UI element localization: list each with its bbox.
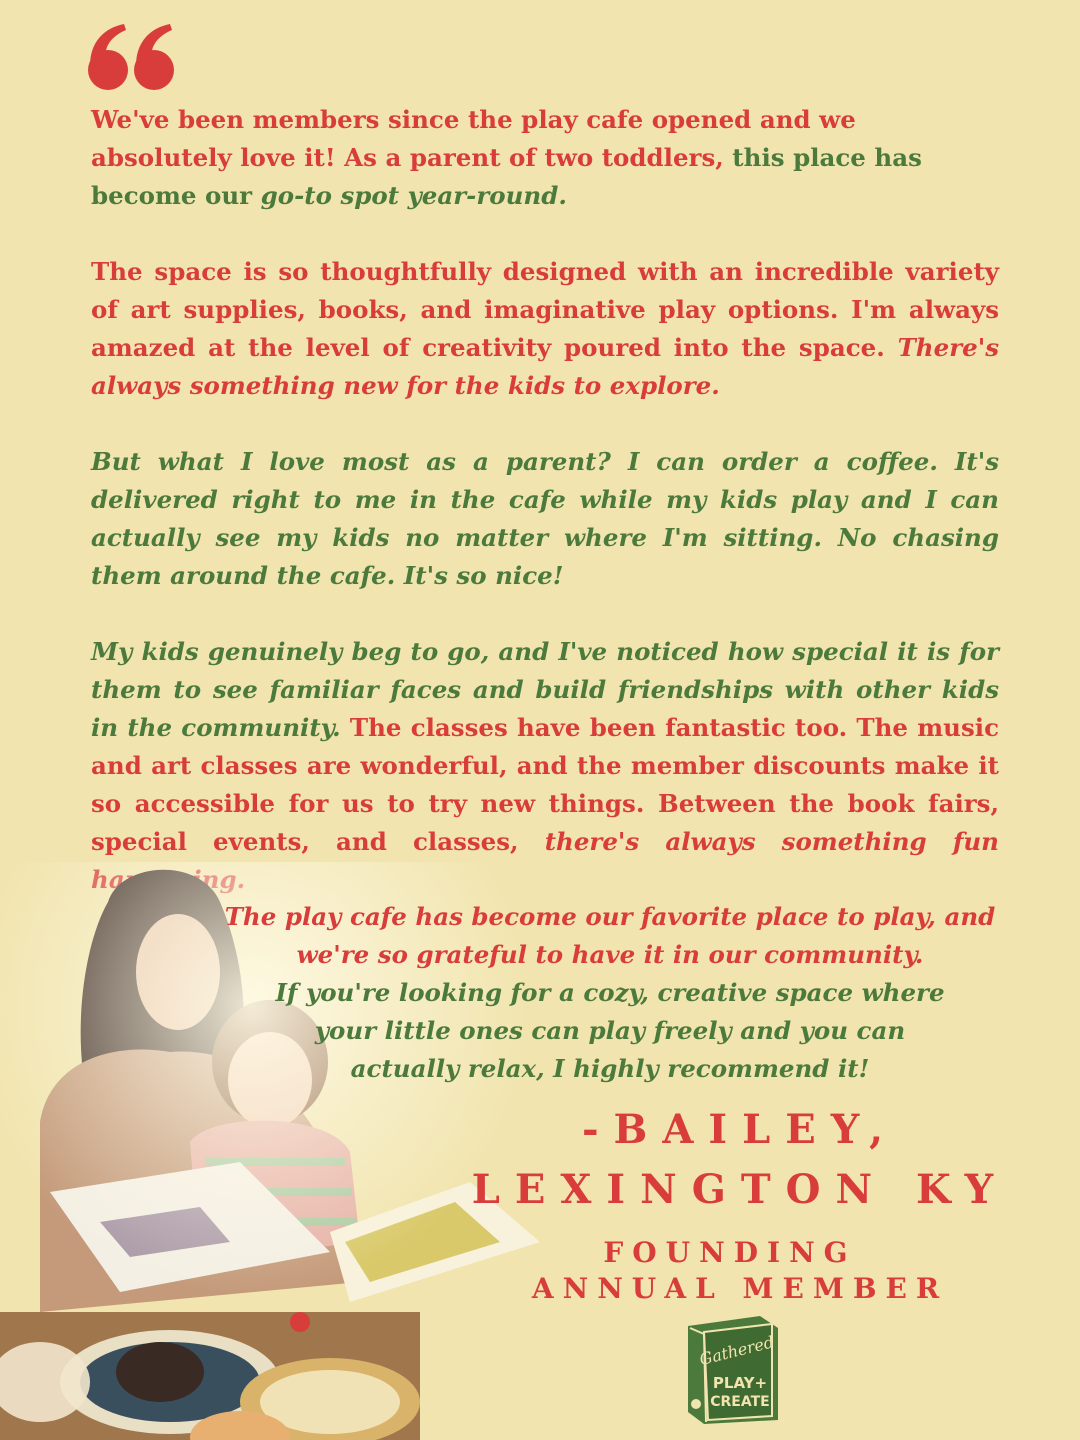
logo-line1: PLAY+ — [712, 1374, 768, 1392]
book-logo-icon — [668, 1312, 788, 1428]
recommendation-statement: If you're looking for a cozy, creative space where your little ones can play freely and you can actually relax, I highly recommend it! — [275, 978, 945, 1083]
closing-statement: The play cafe has become our favorite place to play, and we're so grateful to have it in our community. — [224, 902, 996, 969]
membership-type-line1: FOUNDING — [603, 1236, 857, 1269]
testimonial-paragraph-2: The space is so thoughtfully designed with an incredible variety of art supplies, books, and imaginative play options. I'm always amazed at the level of creativity poured into the space. There's always something new for the kids to explore. — [91, 257, 999, 400]
testimonial-paragraph-4: My kids genuinely beg to go, and I've noticed how special it is for them to see familiar faces and build friendships with other kids in the community. The classes have been fantastic too. The music and art classes are wonderful, and the member discounts make it so accessible for us to try new things. Between the book fairs, special events, and classes, there's always something fun — [91, 637, 999, 856]
membership-type-line2: ANNUAL MEMBER — [531, 1272, 949, 1305]
testimonial-paragraph-3: But what I love most as a parent? I can order a coffee. It's delivered right to me in the cafe while my kids play and I can actually see my kids no matter where I'm sitting. No chasing them around the cafe. It's so nice! — [91, 447, 999, 590]
testimonial-paragraph-1: We've been members since the play cafe opened and we absolutely love it! As a parent of two toddlers, this place has become our go-to spot year-round. — [91, 105, 922, 210]
open-quote-icon — [84, 22, 180, 92]
logo-line2: CREATE — [710, 1394, 770, 1410]
logo-script-text: Gathered — [697, 1332, 776, 1370]
reviewer-location: LEXINGTON KY — [471, 1166, 1009, 1213]
reviewer-name: -BAILEY, — [581, 1106, 899, 1153]
